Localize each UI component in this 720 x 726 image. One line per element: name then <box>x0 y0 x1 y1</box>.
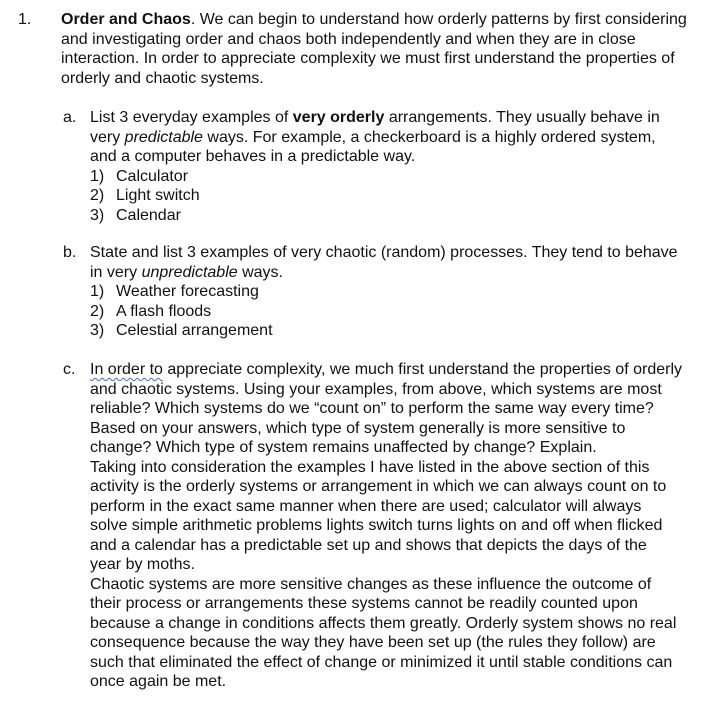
part-c-answer-2: Chaotic systems are more sensitive changes as these influence the outcome of their process or arrangements these systems cannot be readily counted upon because a change in conditions affects them greatly. Orderly system shows no real consequence because the way they have been set up (the rules they follow) are such that eliminated the effect of change or minimized it until stable conditions can once again be met. <box>90 575 677 690</box>
question-title: Order and Chaos <box>61 11 191 28</box>
list-item: 3) Calendar <box>90 206 181 224</box>
intro-text: . We can begin to understand how orderly patterns by first considering and investigating order and chaos both independently and when they are in close interaction. In order to appreciate complexity we must first understand the properties of orderly and chaotic systems. <box>61 11 687 87</box>
part-a-prompt: List 3 everyday examples of very orderly arrangements. They usually behave in very predictable ways. For example, a checkerboard is a highly ordered system, and a computer behaves in a predictable way. <box>90 109 660 165</box>
part-b <box>90 243 682 341</box>
part-c-letter: c. <box>63 361 76 378</box>
part-a-letter: a. <box>63 109 77 126</box>
list-item: 2) A flash floods <box>90 302 212 320</box>
list-item: 2) Light switch <box>90 187 200 204</box>
part-a <box>90 108 682 225</box>
part-c-answer-1: Taking into consideration the examples I have listed in the above section of this activity is the orderly systems or arrangement in which we can always count on to perform in the exact same manner when there are used; calculator will always solve simple arithmetic problems lights switch turns lights on and off when flicked and a calendar has a predictable set up and shows that depicts the days of the year by moths. <box>90 458 667 573</box>
part-a-list <box>90 167 682 226</box>
list-item: 1) Weather forecasting <box>90 283 259 300</box>
part-b-letter: b. <box>63 244 77 261</box>
list-item: 1) Calculator <box>90 167 189 185</box>
grammar-flagged-text: In order to <box>90 361 163 378</box>
part-b-prompt: State and list 3 examples of very chaotic (random) processes. They tend to behave in very unpredictable ways. <box>90 244 678 281</box>
part-c-question: In order to appreciate complexity, we much first understand the properties of orderly and chaotic systems. Using your examples, from above, which systems are most reliable? Which systems do we “count on” to perform the same way every time? Based on your answers, which type of system generally is more sensitive to change? Which type of system remains unaffected by change? Explain. <box>90 361 682 456</box>
list-item: 3) Celestial arrangement <box>90 322 273 339</box>
part-c <box>90 360 682 692</box>
question-intro <box>61 10 701 88</box>
question-number: 1. <box>18 11 32 28</box>
part-b-list <box>90 282 682 341</box>
